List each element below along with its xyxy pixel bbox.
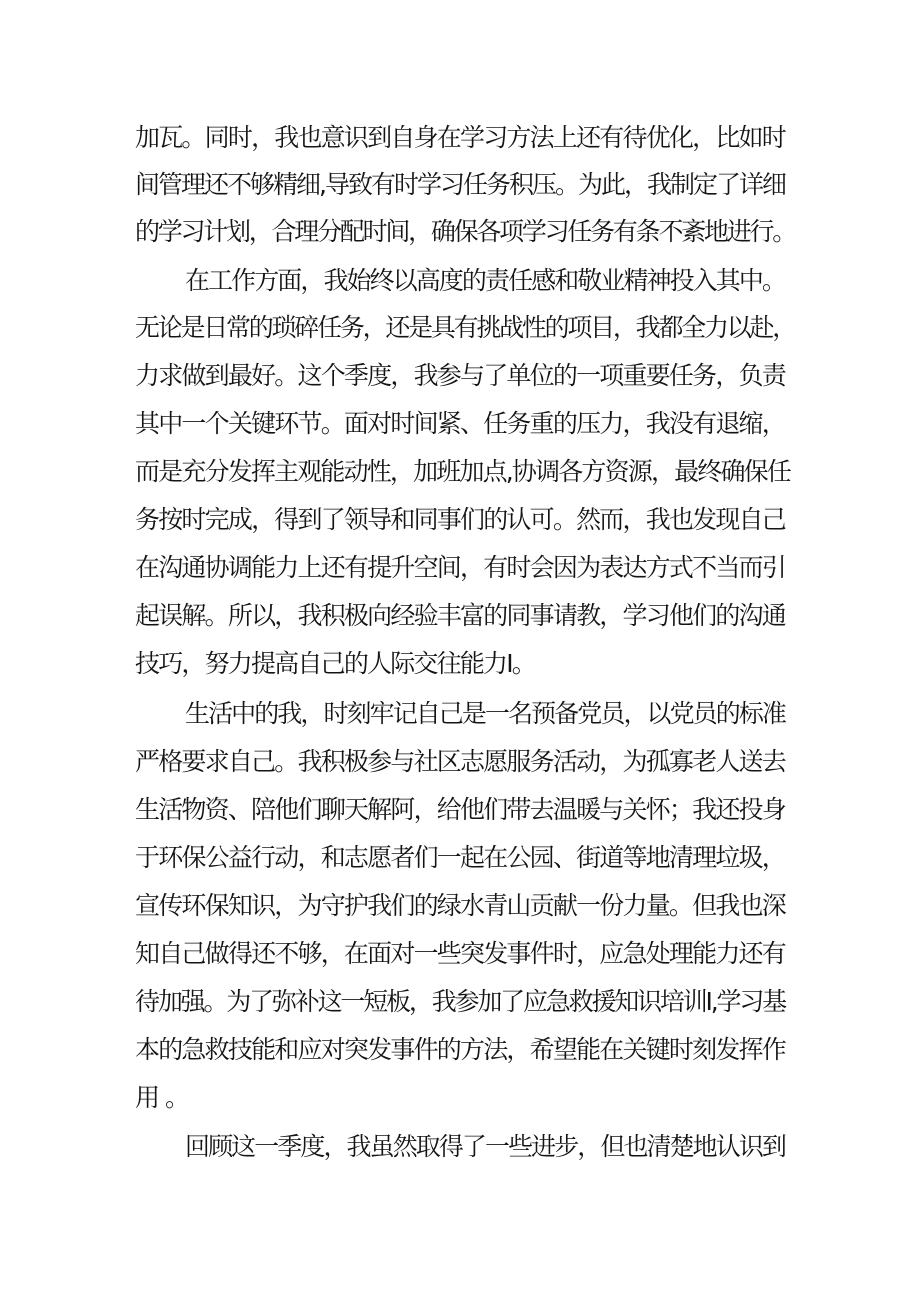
text-line-16: 于环保公益行动，和志愿者们一起在公园、街道等地清理垃圾， [135,843,785,872]
text-line-13: 生活中的我，时刻牢记自己是一名预备党员，以党员的标准 [185,699,785,728]
text-line-4: 在工作方面，我始终以高度的责任感和敬业精神投入其中。 [185,266,785,295]
text-line-6: 力求做到最好。这个季度，我参与了单位的一项重要任务，负责 [135,361,785,390]
text-line-18: 知自己做得还不够，在面对一些突发事件时，应急处理能力还有 [135,939,785,968]
text-line-11: 起误解。所以，我积极向经验丰富的同事请教，学习他们的沟通 [135,601,785,630]
text-line-21: 用。 [135,1083,195,1112]
text-line-20: 本的急救技能和应对突发事件的方法，希望能在关键时刻发挥作 [135,1035,785,1064]
text-line-1: 加瓦。同时，我也意识到自身在学习方法上还有待优化，比如时 [135,123,785,152]
text-line-17: 宣传环保知识，为守护我们的绿水青山贡献一份力量。但我也深 [135,891,785,920]
text-line-5: 无论是日常的琐碎任务，还是具有挑战性的项目，我都全力以赴， [135,313,795,342]
text-line-22: 回顾这一季度，我虽然取得了一些进步，但也清楚地认识到 [185,1132,785,1161]
text-line-10: 在沟通协调能力上还有提升空间，有时会因为表达方式不当而引 [135,553,785,582]
text-line-8: 而是充分发挥主观能动性，加班加点,协调各方资源，最终确保任 [135,457,790,486]
text-line-15: 生活物资、陪他们聊天解阿，给他们带去温暖与关怀；我还投身 [135,795,785,824]
text-line-14: 严格要求自己。我积极参与社区志愿服务活动，为孤寡老人送去 [135,747,785,776]
text-line-7: 其中一个关键环节。面对时间紧、任务重的压力，我没有退缩， [135,409,785,438]
text-line-9: 务按时完成，得到了领导和同事们的认可。然而，我也发现自己 [135,505,785,534]
text-line-3: 的学习计划，合理分配时间，确保各项学习任务有条不紊地进行。 [135,217,795,246]
text-line-12: 技巧，努力提高自己的人际交往能力I。 [135,649,535,678]
text-line-2: 间管理还不够精细,导致有时学习任务积压。为此，我制定了详细 [135,170,785,199]
text-line-19: 待加强。为了弥补这一短板，我参加了应急救援知识培训I,学习基 [135,987,785,1016]
